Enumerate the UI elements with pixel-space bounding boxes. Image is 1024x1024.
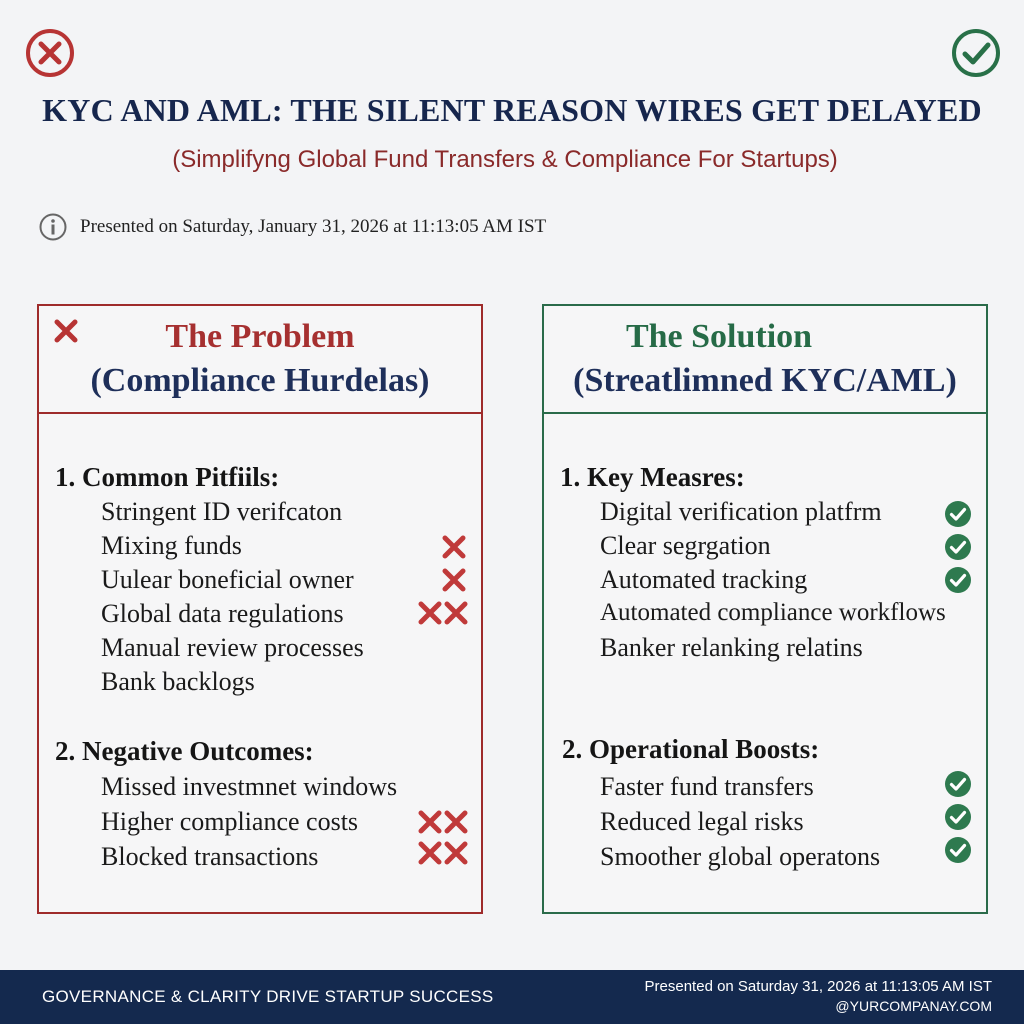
list-item: Digital verification platfrm — [600, 497, 882, 526]
list-item: Global data regulations — [101, 599, 344, 628]
problem-panel — [37, 304, 483, 914]
check-badge-icon — [944, 500, 972, 528]
page-subtitle: (Simplifyng Global Fund Transfers & Compliance For Startups) — [172, 146, 838, 173]
footer-presented: Presented on Saturday 31, 2026 at 11:13:05 AM IST — [644, 978, 992, 995]
list-item: Automated compliance workflows — [600, 599, 946, 626]
check-circle-icon — [950, 27, 1002, 79]
x-icon — [441, 535, 467, 559]
list-item: Manual review processes — [101, 633, 364, 662]
page-title: KYC AND AML: THE SILENT REASON WIRES GET DELAYED — [42, 92, 982, 128]
list-item: Higher compliance costs — [101, 807, 359, 836]
solution-header — [544, 306, 986, 414]
x-icon — [441, 568, 467, 592]
list-item: Smoother global operatons — [600, 842, 881, 871]
presented-date: Presented on Saturday, January 31, 2026 at 11:13:05 AM IST — [80, 216, 547, 237]
list-item: Bank backlogs — [101, 667, 255, 696]
presented-row — [38, 212, 546, 242]
list-item: Banker relanking relatins — [600, 633, 863, 662]
list-item: Blocked transactions — [101, 842, 319, 871]
check-badge-icon — [944, 770, 972, 798]
list-item: Stringent ID verifcaton — [101, 497, 343, 526]
solution-section-heading: 1. Key Measres: — [560, 462, 745, 492]
problem-title: The Problem — [165, 318, 355, 355]
footer-tagline: GOVERNANCE & CLARITY DRIVE STARTUP SUCCESS — [42, 987, 494, 1006]
list-item: Mixing funds — [101, 531, 242, 560]
list-item: Clear segrgation — [600, 531, 771, 560]
list-item: Reduced legal risks — [600, 807, 804, 836]
info-icon — [38, 212, 68, 242]
list-item: Automated tracking — [600, 565, 808, 594]
problem-subtitle: (Compliance Hurdelas) — [90, 362, 430, 399]
check-badge-icon — [944, 566, 972, 594]
check-badge-icon — [944, 533, 972, 561]
problem-section-heading: 1. Common Pitfiils: — [55, 462, 280, 492]
check-badge-icon — [944, 803, 972, 831]
solution-section-heading: 2. Operational Boosts: — [562, 734, 820, 764]
solution-title: The Solution — [625, 318, 813, 355]
list-item: Faster fund transfers — [600, 772, 814, 801]
footer-bar — [0, 970, 1024, 1024]
double-x-icon — [417, 810, 469, 834]
problem-header — [39, 306, 481, 414]
problem-section-heading: 2. Negative Outcomes: — [55, 736, 314, 766]
double-x-icon — [417, 601, 469, 625]
check-badge-icon — [944, 836, 972, 864]
list-item: Uulear boneficial owner — [101, 565, 354, 594]
double-x-icon — [417, 841, 469, 865]
solution-panel — [542, 304, 988, 914]
list-item: Missed investmnet windows — [101, 772, 398, 801]
solution-subtitle: (Streatlimned KYC/AML) — [573, 362, 957, 399]
footer-handle: @YURCOMPANAY.COM — [835, 998, 992, 1014]
x-circle-icon — [24, 27, 76, 79]
